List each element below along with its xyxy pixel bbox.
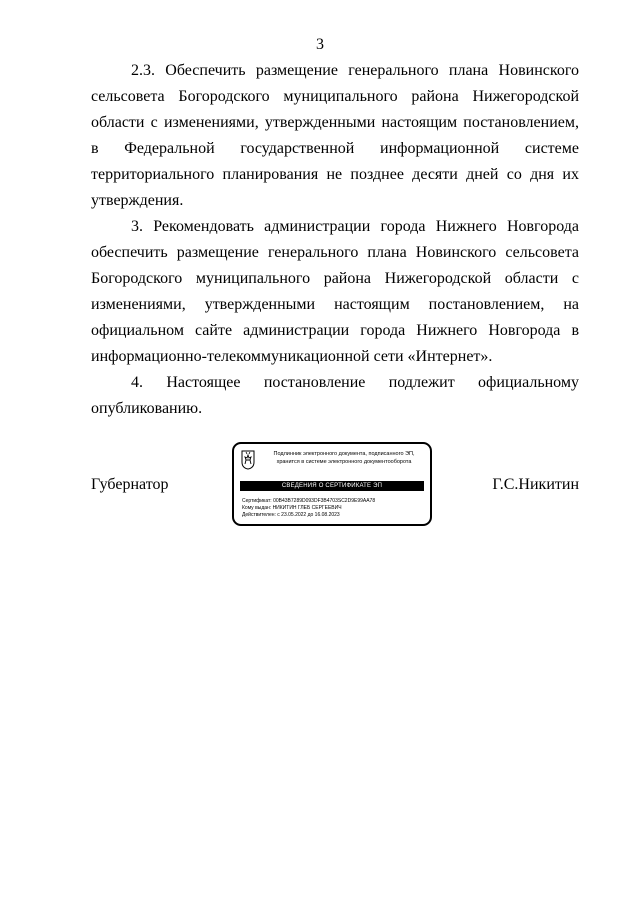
stamp-certificate-header: СВЕДЕНИЯ О СЕРТИФИКАТЕ ЭП	[240, 481, 424, 491]
electronic-signature-stamp	[232, 442, 432, 526]
page-number: 3	[316, 36, 324, 53]
stamp-issued-to: Кому выдан: НИКИТИН ГЛЕБ СЕРГЕЕВИЧ	[242, 505, 342, 511]
paragraph-2-3: 2.3. Обеспечить размещение генерального плана Новинского сельсовета Богородского муниципального района Нижегородской области с изменениями, утвержденными настоящим постановлением, в Федеральной государственной информационной системе территориального планирования не позднее десяти дней со дня их утверждения.	[91, 62, 579, 209]
stamp-storage-notice: хранится в системе электронного документооборота	[276, 459, 412, 465]
nizhny-novgorod-deer-emblem-icon	[241, 450, 255, 470]
paragraph-4: 4. Настоящее постановление подлежит официальному опубликованию.	[91, 374, 579, 417]
document-body	[91, 58, 579, 422]
signature-position: Губернатор	[91, 476, 169, 493]
signature-name: Г.С.Никитин	[492, 476, 579, 493]
paragraph-3: 3. Рекомендовать администрации города Нижнего Новгорода обеспечить размещение генерального плана Новинского сельсовета Богородского муниципального района Нижегородской области с изменениями, утвержденными настоящим постановлением, на официальном сайте администрации города Нижнего Новгорода в информационно-телекоммуникационной сети «Интернет».	[91, 218, 579, 365]
stamp-original-notice: Подлинник электронного документа, подписанного ЭП,	[273, 451, 415, 457]
stamp-validity: Действителен: с 23.05.2022 до 16.08.2023	[242, 512, 340, 518]
stamp-certificate-number: Сертификат: 00B43B7289D093DF3B4703SC2D9E99AA78	[242, 498, 376, 504]
